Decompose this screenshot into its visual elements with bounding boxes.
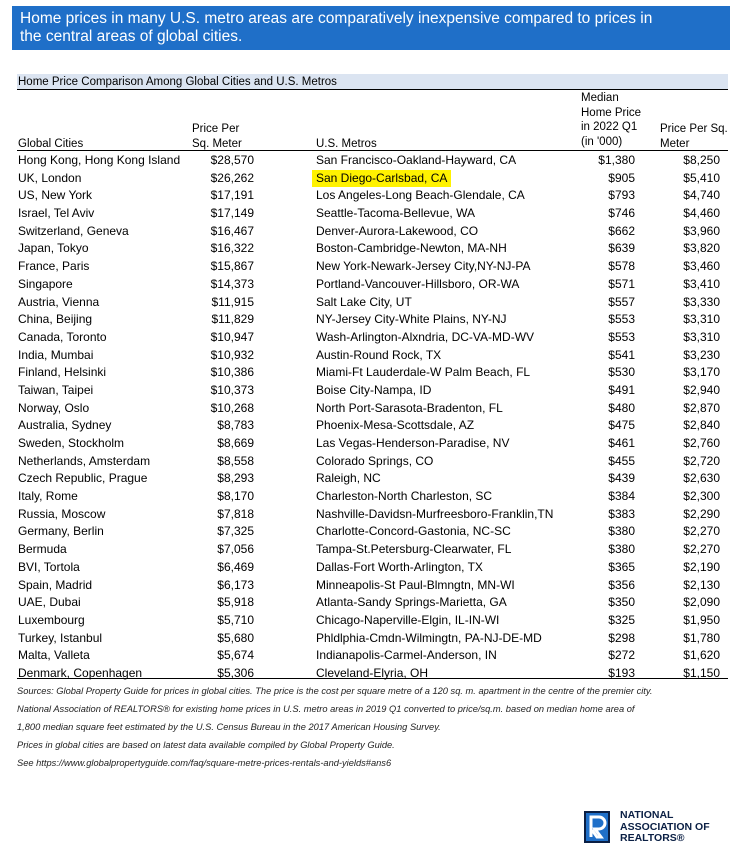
header-global-cities: Global Cities [18,138,84,150]
header-price-per-sqm-line-2: Sq. Meter [192,137,242,150]
table-row [0,152,744,170]
table-row [0,276,744,294]
us-price-per-sqm-cell: $2,130 [683,577,720,592]
global-city-cell: Bermuda [18,542,67,557]
note-sources: Sources: Global Property Guide for prices in global cities. The price is the cost per square metre of a 120 sq. m. apartment in the centre of the premier city. [17,686,653,696]
global-price-cell: $7,056 [217,542,254,557]
median-price-cell: $298 [608,630,635,645]
global-city-cell: Italy, Rome [18,489,78,504]
header-rule [17,150,728,151]
realtor-r-icon [584,811,610,843]
header-us-price-per-sqm [660,122,728,151]
global-city-cell: Netherlands, Amsterdam [18,453,151,468]
table-row [0,187,744,205]
table-row [0,470,744,488]
table-row [0,435,744,453]
table-row [0,417,744,435]
global-price-cell: $10,373 [210,382,254,397]
median-price-cell: $746 [608,206,635,221]
table-row [0,559,744,577]
table-row [0,453,744,471]
global-city-cell: Spain, Madrid [18,577,93,592]
median-price-cell: $480 [608,400,635,415]
median-price-cell: $455 [608,453,635,468]
median-price-cell: $475 [608,418,635,433]
global-city-cell: Russia, Moscow [18,506,106,521]
table-row [0,240,744,258]
us-metro-cell: Miami-Ft Lauderdale-W Palm Beach, FL [316,365,531,380]
global-price-cell: $6,173 [217,577,254,592]
global-city-cell: Czech Republic, Prague [18,471,148,486]
global-price-cell: $8,170 [217,489,254,504]
header-price-per-sqm-line-1: Price Per [192,123,240,135]
us-metro-cell: Tampa-St.Petersburg-Clearwater, FL [316,542,512,557]
us-price-per-sqm-cell: $3,230 [683,347,720,362]
logo-wordmark [620,810,710,845]
note-link: See https://www.globalpropertyguide.com/faq/square-metre-prices-rentals-and-yields#ans6 [17,758,392,768]
us-price-per-sqm-cell: $2,840 [683,418,720,433]
us-price-per-sqm-cell: $3,170 [683,365,720,380]
median-price-cell: $384 [608,489,635,504]
median-price-cell: $439 [608,471,635,486]
global-price-cell: $5,918 [217,595,254,610]
global-city-cell: Finland, Helsinki [18,365,107,380]
global-city-cell: Singapore [18,276,73,291]
us-metro-cell: Phoenix-Mesa-Scottsdale, AZ [316,418,475,433]
global-city-cell: Austria, Vienna [18,294,100,309]
header-median-line-2: Home Price [581,106,642,119]
table-row [0,294,744,312]
table-row [0,347,744,365]
us-price-per-sqm-cell: $2,300 [683,489,720,504]
global-price-cell: $10,386 [210,365,254,380]
global-city-cell: Sweden, Stockholm [18,436,125,450]
global-price-cell: $28,570 [210,153,254,167]
us-metro-cell: Cleveland-Elyria, OH [316,665,429,680]
us-price-per-sqm-cell: $4,460 [683,206,720,221]
us-price-per-sqm-cell: $2,270 [683,542,720,557]
us-price-per-sqm-cell: $8,250 [683,153,720,167]
us-metro-cell: Colorado Springs, CO [316,453,434,468]
us-metro-cell: Charlotte-Concord-Gastonia, NC-SC [316,524,511,539]
us-metro-cell: Seattle-Tacoma-Bellevue, WA [316,206,475,221]
median-price-cell: $325 [608,612,635,627]
table-row [0,364,744,382]
table-row [0,258,744,276]
table-row [0,612,744,630]
us-metro-cell: Salt Lake City, UT [316,294,412,309]
table-row [0,329,744,347]
table-row [0,523,744,541]
global-price-cell: $26,262 [210,170,254,185]
global-price-cell: $17,149 [210,206,254,221]
global-price-cell: $15,867 [210,259,254,274]
table-row [0,488,744,506]
us-price-per-sqm-cell: $2,190 [683,559,720,574]
global-price-cell: $7,818 [217,506,254,521]
global-city-cell: Luxembourg [18,612,85,627]
global-price-cell: $8,293 [217,471,254,486]
us-price-per-sqm-cell: $3,960 [683,223,720,238]
median-price-cell: $380 [608,524,635,539]
table-row [0,223,744,241]
us-metro-cell: Nashville-Davidsn-Murfreesboro-Franklin,TN [316,506,554,521]
median-price-cell: $365 [608,559,635,574]
us-price-per-sqm-cell: $2,270 [683,524,720,539]
source-notes [17,682,737,772]
global-city-cell: US, New York [18,188,93,203]
global-price-cell: $7,325 [217,524,254,539]
header-median-line-3: in 2022 Q1 [581,121,638,133]
median-price-cell: $380 [608,542,635,557]
median-price-cell: $383 [608,506,635,521]
us-price-per-sqm-cell: $1,620 [683,648,720,663]
median-price-cell: $553 [608,312,635,327]
us-metro-cell: Minneapolis-St Paul-Blmngtn, MN-WI [316,577,515,592]
table-row [0,400,744,418]
nar-logo [584,808,734,846]
us-metro-cell: Chicago-Naperville-Elgin, IL-IN-WI [316,612,500,627]
us-metro-cell: Las Vegas-Henderson-Paradise, NV [316,436,510,450]
banner-line-1: Home prices in many U.S. metro areas are comparatively inexpensive compared to prices in [20,10,653,27]
global-price-cell: $16,322 [210,241,254,256]
median-price-cell: $639 [608,241,635,256]
median-price-cell: $193 [608,665,635,680]
global-price-cell: $8,783 [217,418,254,433]
us-price-per-sqm-cell: $3,310 [683,312,720,327]
table-title: Home Price Comparison Among Global Cities and U.S. Metros [17,74,728,90]
median-price-cell: $356 [608,577,635,592]
global-city-cell: China, Beijing [18,312,93,327]
logo-line-2: ASSOCIATION OF [620,820,710,833]
header-us-price-line-2: Meter [660,137,690,150]
global-city-cell: Turkey, Istanbul [18,630,103,645]
us-price-per-sqm-cell: $1,950 [683,612,720,627]
us-price-per-sqm-cell: $3,820 [683,241,720,256]
header-median-home-price [581,91,641,149]
us-price-per-sqm-cell: $2,720 [683,453,720,468]
us-metro-cell: Boston-Cambridge-Newton, MA-NH [316,241,507,256]
global-price-cell: $17,191 [210,188,254,203]
logo-line-1: NATIONAL [620,809,674,821]
us-price-per-sqm-cell: $2,630 [683,471,720,486]
global-city-cell: Norway, Oslo [18,400,90,415]
us-metro-cell: Boise City-Nampa, ID [316,382,432,397]
global-city-cell: Germany, Berlin [18,524,104,539]
global-city-cell: Taiwan, Taipei [18,382,94,397]
us-price-per-sqm-cell: $2,090 [683,595,720,610]
note-nar: National Association of REALTORS® for existing home prices in U.S. metro areas in 2019 Q1 converted to price/sq.m. based on median home area of [17,704,635,714]
global-city-cell: Australia, Sydney [18,418,112,433]
header-median-line-1: Median [581,92,619,104]
global-city-cell: Denmark, Copenhagen [18,665,143,680]
global-price-cell: $6,469 [217,559,254,574]
us-metro-cell: North Port-Sarasota-Bradenton, FL [316,400,503,415]
median-price-cell: $553 [608,329,635,344]
header-price-per-sqm [192,122,242,151]
us-metro-cell: Indianapolis-Carmel-Anderson, IN [316,648,497,663]
header-banner [12,6,730,50]
us-price-per-sqm-cell: $1,780 [683,630,720,645]
us-metro-cell: San Diego-Carlsbad, CA [312,170,451,188]
global-price-cell: $8,558 [217,453,254,468]
table-row [0,170,744,188]
global-price-cell: $8,669 [217,436,254,450]
table-row [0,382,744,400]
us-price-per-sqm-cell: $3,460 [683,259,720,274]
us-metro-cell: New York-Newark-Jersey City,NY-NJ-PA [316,259,531,274]
us-metro-cell: Austin-Round Rock, TX [316,347,442,362]
global-price-cell: $16,467 [210,223,254,238]
header-us-metros: U.S. Metros [316,138,377,150]
median-price-cell: $578 [608,259,635,274]
logo-line-3: REALTORS® [620,832,685,844]
banner-line-2: the central areas of global cities. [20,28,243,45]
global-city-cell: India, Mumbai [18,347,94,362]
median-price-cell: $571 [608,276,635,291]
global-price-cell: $5,306 [217,665,254,680]
median-price-cell: $491 [608,382,635,397]
us-metro-cell: Charleston-North Charleston, SC [316,489,493,504]
us-metro-cell: Los Angeles-Long Beach-Glendale, CA [316,188,525,203]
global-price-cell: $10,932 [210,347,254,362]
median-price-cell: $530 [608,365,635,380]
us-price-per-sqm-cell: $2,760 [683,436,720,450]
us-price-per-sqm-cell: $3,410 [683,276,720,291]
global-city-cell: UAE, Dubai [18,595,81,610]
global-city-cell: Switzerland, Geneva [18,223,129,238]
global-price-cell: $10,268 [210,400,254,415]
note-latest-data: Prices in global cities are based on latest data available compiled by Global Property Guide. [17,740,395,750]
us-price-per-sqm-cell: $3,310 [683,329,720,344]
footer-rule [17,678,728,679]
table-row [0,647,744,665]
table-row [0,541,744,559]
global-price-cell: $5,674 [217,648,254,663]
us-price-per-sqm-cell: $5,410 [683,170,720,185]
note-census: 1,800 median square feet estimated by the U.S. Census Bureau in the 2017 American Housing Survey. [17,722,441,732]
median-price-cell: $541 [608,347,635,362]
median-price-cell: $557 [608,294,635,309]
us-metro-cell: NY-Jersey City-White Plains, NY-NJ [316,312,507,327]
median-price-cell: $793 [608,188,635,203]
global-city-cell: Japan, Tokyo [18,241,89,256]
table-row [0,506,744,524]
global-city-cell: France, Paris [18,259,90,274]
table-row [0,577,744,595]
median-price-cell: $1,380 [598,153,635,167]
us-price-per-sqm-cell: $2,870 [683,400,720,415]
table-row [0,311,744,329]
global-price-cell: $5,680 [217,630,254,645]
global-price-cell: $5,710 [217,612,254,627]
table-body [0,152,744,683]
median-price-cell: $350 [608,595,635,610]
global-price-cell: $10,947 [210,329,254,344]
header-median-line-4: (in '000) [581,135,623,148]
us-metro-cell: Denver-Aurora-Lakewood, CO [316,223,479,238]
us-metro-cell: Raleigh, NC [316,471,381,486]
table-row [0,594,744,612]
table-row [0,630,744,648]
us-metro-cell: Dallas-Fort Worth-Arlington, TX [316,559,483,574]
table-row [0,205,744,223]
median-price-cell: $662 [608,223,635,238]
us-price-per-sqm-cell: $2,940 [683,382,720,397]
global-city-cell: Malta, Valleta [18,648,90,663]
table-row [0,665,744,683]
global-city-cell: Hong Kong, Hong Kong Island [18,153,181,167]
global-price-cell: $11,829 [211,312,254,327]
median-price-cell: $461 [608,436,635,450]
global-city-cell: UK, London [18,170,82,185]
global-city-cell: Israel, Tel Aviv [18,206,95,221]
us-price-per-sqm-cell: $4,740 [683,188,720,203]
us-metro-cell: Wash-Arlington-Alxndria, DC-VA-MD-WV [316,329,535,344]
us-metro-cell: Atlanta-Sandy Springs-Marietta, GA [316,595,507,610]
us-metro-cell: Phldlphia-Cmdn-Wilmingtn, PA-NJ-DE-MD [316,630,542,645]
header-us-price-line-1: Price Per Sq. [660,123,728,135]
median-price-cell: $905 [608,170,635,185]
us-price-per-sqm-cell: $1,150 [683,665,720,680]
global-city-cell: BVI, Tortola [18,559,80,574]
global-price-cell: $11,915 [211,294,254,309]
us-metro-cell: Portland-Vancouver-Hillsboro, OR-WA [316,276,520,291]
us-price-per-sqm-cell: $2,290 [683,506,720,521]
median-price-cell: $272 [608,648,635,663]
global-city-cell: Canada, Toronto [18,329,107,344]
global-price-cell: $14,373 [210,276,254,291]
us-metro-cell: San Francisco-Oakland-Hayward, CA [316,153,517,167]
us-price-per-sqm-cell: $3,330 [683,294,720,309]
